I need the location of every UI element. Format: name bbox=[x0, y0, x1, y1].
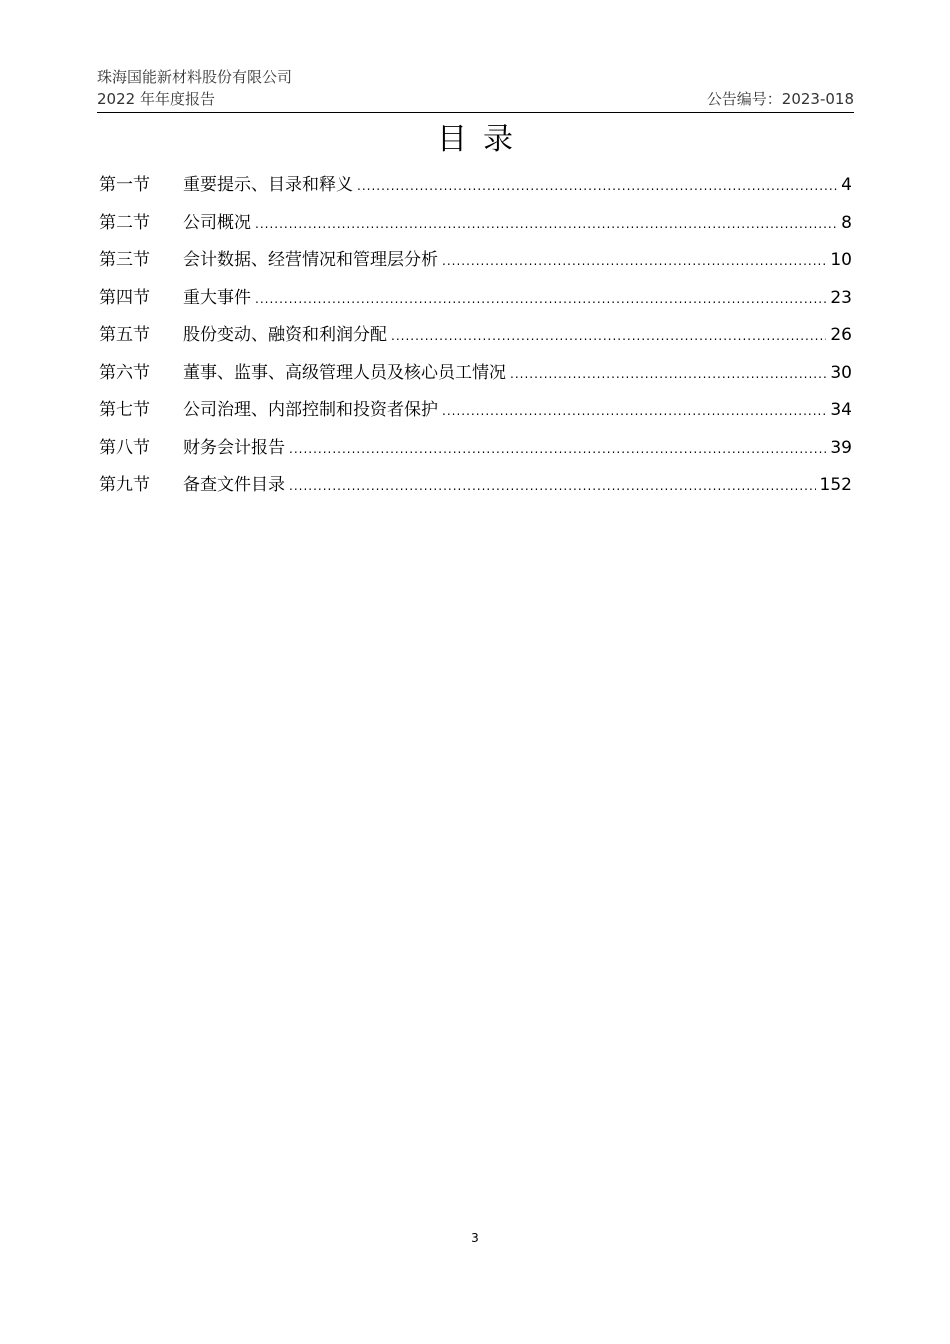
toc-section-number: 第二节 bbox=[99, 212, 150, 233]
toc-section-number: 第四节 bbox=[99, 287, 150, 308]
toc-section-title: 重大事件 bbox=[183, 287, 251, 308]
company-name: 珠海国能新材料股份有限公司 bbox=[97, 68, 293, 86]
toc-section-title: 公司概况 bbox=[183, 212, 251, 233]
toc-entry[interactable] bbox=[99, 167, 852, 205]
toc-page-number: 30 bbox=[830, 362, 852, 383]
toc-section-title: 备查文件目录 bbox=[183, 475, 285, 495]
toc-page-number: 23 bbox=[830, 287, 852, 308]
toc-section-title: 公司治理、内部控制和投资者保护 bbox=[183, 400, 438, 420]
announcement-number: 公告编号：2023-018 bbox=[706, 90, 854, 108]
header-divider bbox=[97, 112, 854, 113]
toc-entry[interactable] bbox=[99, 392, 852, 430]
toc-page-number: 34 bbox=[830, 400, 852, 420]
header-report-line bbox=[97, 88, 854, 110]
toc-section-title: 财务会计报告 bbox=[183, 437, 285, 458]
toc-page-number: 26 bbox=[830, 325, 852, 345]
toc-entry[interactable] bbox=[99, 467, 852, 505]
page-header bbox=[97, 66, 854, 110]
toc-section-number: 第五节 bbox=[99, 325, 150, 345]
toc-dot-leader bbox=[255, 281, 826, 319]
toc-page-number: 152 bbox=[819, 475, 852, 495]
toc-section-number: 第六节 bbox=[99, 362, 150, 383]
toc-entry[interactable] bbox=[99, 280, 852, 318]
toc-section-title: 股份变动、融资和利润分配 bbox=[183, 325, 387, 345]
toc-dot-leader bbox=[442, 243, 826, 281]
toc-entry[interactable] bbox=[99, 355, 852, 393]
toc-page-number: 4 bbox=[841, 175, 852, 195]
toc-section-title: 重要提示、目录和释义 bbox=[183, 175, 353, 195]
toc-dot-leader bbox=[289, 431, 826, 469]
toc-dot-leader bbox=[289, 468, 816, 506]
toc-section-number: 第三节 bbox=[99, 250, 150, 270]
toc-section-number: 第一节 bbox=[99, 175, 150, 195]
toc-dot-leader bbox=[442, 393, 826, 431]
toc-page-number: 10 bbox=[830, 250, 852, 270]
toc-section-number: 第七节 bbox=[99, 400, 150, 420]
toc-dot-leader bbox=[357, 168, 837, 206]
toc-title: 目录 bbox=[437, 122, 529, 157]
toc-section-title: 会计数据、经营情况和管理层分析 bbox=[183, 250, 438, 270]
toc-entry[interactable] bbox=[99, 242, 852, 280]
toc-dot-leader bbox=[391, 318, 826, 356]
toc-section-number: 第八节 bbox=[99, 437, 150, 458]
report-title: 2022 年年度报告 bbox=[97, 90, 215, 108]
header-company-line bbox=[97, 66, 854, 88]
toc-dot-leader bbox=[510, 356, 826, 394]
toc-section-title: 董事、监事、高级管理人员及核心员工情况 bbox=[183, 362, 506, 383]
toc-entry[interactable] bbox=[99, 317, 852, 355]
page-number: 3 bbox=[471, 1231, 479, 1245]
table-of-contents bbox=[99, 167, 852, 505]
toc-entry[interactable] bbox=[99, 205, 852, 243]
toc-dot-leader bbox=[255, 206, 837, 244]
toc-entry[interactable] bbox=[99, 430, 852, 468]
toc-page-number: 8 bbox=[841, 212, 852, 233]
toc-section-number: 第九节 bbox=[99, 475, 150, 495]
toc-page-number: 39 bbox=[830, 437, 852, 458]
